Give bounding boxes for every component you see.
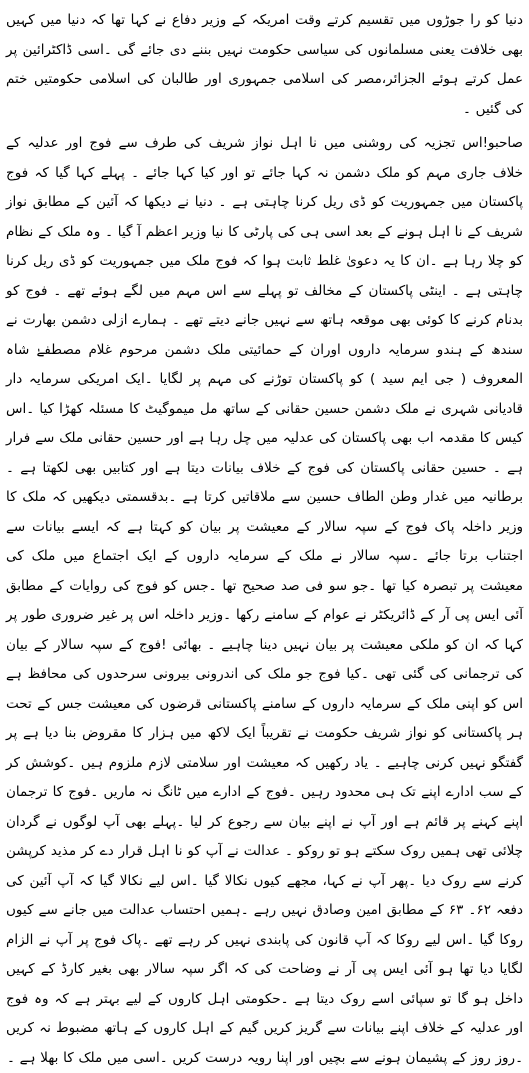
- article-paragraph-body: صاحبو!اس تجزیہ کی روشنی میں نا اہل نواز شریف کی طرف سے فوج اور عدلیہ کے خلاف جاری مہم کو ملک دشمن نہ کہا جائے تو اور کیا کہا جائے ۔ پہلے کہا گیا کہ فوج پاکستان میں جمہوریت کو ڈی ریل کرنا چاہتی ہے ۔ دنیا نے دیکھا کہ آئین کے مطابق نواز شریف کے نا اہل ہونے کے بعد اسی ہی کی پارٹی کا نیا وزیر اعظم آ گیا ۔ وہ ملک کے نظام کو چلا رہا ہے ۔ان کا یہ دعویٰ غلط ثابت ہوا کہ فوج ملک میں جمہوریت کو ڈی ریل کرنا چاہتی ہے ۔ اینٹی پاکستان کے مخالف تو پہلے سے اس مہم میں لگے ہوئے تھے ۔ فوج کو بدنام کرنے کا کوئی بھی موقعہ ہاتھ سے نہیں جانے دیتے تھے ۔ ہمارے ازلی دشمن بھارت نے سندھ کے ہندو سرمایہ داروں اوران کے حمائیتی ملک دشمن مرحوم غلام مصطفےٰ شاہ المعروف ( جی ایم سید ) کو پاکستان توڑنے کی مہم پر لگایا ۔ایک امریکی سرمایہ دار قادیانی شہری نے ملک دشمن حسین حقانی کے ساتھ مل میموگیٹ کا مسئلہ کھڑا کیا ۔اس کیس کا مقدمہ اب بھی پاکستان کی عدلیہ میں چل رہا ہے اور حسین حقانی ملک سے فرار ہے ۔ حسین حقانی پاکستان کی فوج کے خلاف بیانات دیتا ہے اور کتابیں بھی لکھتا ہے ۔ برطانیہ میں غدار وطن الطاف حسین سے ملاقاتیں کرتا ہے ۔بدقسمتی دیکھیں کہ ملک کا وزیر داخلہ پاک فوج کے سپہ سالار کے معیشت پر بیان کو کہتا ہے کہ ایسے بیانات سے اجتناب برتا جائے ۔سپہ سالار نے ملک کے سرمایہ داروں کے ایک اجتماع میں ملک کی معیشت پر تبصرہ کیا تھا ۔جو سو فی صد صحیح تھا ۔جس کو فوج کی روایات کے مطابق آئی ایس پی آر کے ڈائریکٹر نے عوام کے سامنے رکھا ۔وزیر داخلہ اس پر غیر ضروری طور پر کہا کہ ان کو ملکی معیشت پر بیان نہیں دینا چاہیے ۔ بھائی !فوج کے سپہ سالار کے بیان کی ترجمانی کی گئی تھی ۔کیا فوج جو ملک کی اندرونی بیرونی سرحدوں کی محافظ ہے اس کو اپنی ملک کے سرمایہ داروں کے سامنے پاکستانی قرضوں کی معیشت جس کے تحت ہر پاکستانی کو نواز شریف حکومت نے تقریباً ایک لاکھ میں ہزار کا مقروض بنا دیا ہے پر گفتگو نہیں کرنی چاہیے ۔ یاد رکھیں کہ معیشت اور سلامتی لازم ملزوم ہیں ۔کوشش کر کے سب ادارے اپنے تک ہی محدود رہیں ۔فوج کے ادارے میں ٹانگ نہ ماریں ۔فوج کا ترجمان اپنے کہنے پر قائم ہے اور آپ نے اپنے بیان سے رجوع کر لیا ۔پہلے بھی آپ لوگوں نے گردان چلائی تھی ہمیں روک سکتے ہو تو روکو ۔ عدالت نے آپ کو نا اہل قرار دے کر مذید کرپشن کرنے سے روک دیا ۔پھر آپ نے کہا، مجھے کیوں نکالا گیا ۔اس لیے نکالا گیا کہ آپ آئین کی دفعہ ۶۲۔ ۶۳ کے مطابق امین وصادق نہیں رہے ۔ہمیں احتساب عدالت میں جانے سے کیوں روکا گیا ۔اس لیے روکا کہ آپ قانون کی پابندی نہیں کر رہے تھے ۔پاک فوج پر آپ نے الزام لگایا دیا تھا ہو آئی ایس پی آر نے وضاحت کی کہ اگر سپہ سالار بھی بغیر کارڈ کے کہیں داخل ہو گا تو سپائی اسے روک دیتا ہے ۔حکومتی اہل کاروں کے لیے بہتر ہے کہ وہ فوج اور عدلیہ کے خلاف اپنے بیانات سے گریز کریں گیم کے اہل کاروں کے ہاتھ مضبوط نہ کریں ۔روز روز کے پشیمان ہونے سے بچیں اور اپنا رویہ درست کریں ۔اسی میں ملک کا بھلا ہے ۔: [6, 135, 524, 1066]
- article-paragraph-intro: دنیا کو را جوڑوں میں تقسیم کرتے وقت امریکہ کے وزیر دفاع نے کہا تھا کہ دنیا میں کہیں بھی خلافت یعنی مسلمانوں کی سیاسی حکومت نہیں بننے دی جائے گی ۔اسی ڈاکٹرائین پر عمل کرتے ہوئے الجزائر،مصر کی اسلامی جمہوری اور طالبان کی اسلامی حکومتیں ختم کی گئیں ۔: [6, 12, 523, 117]
